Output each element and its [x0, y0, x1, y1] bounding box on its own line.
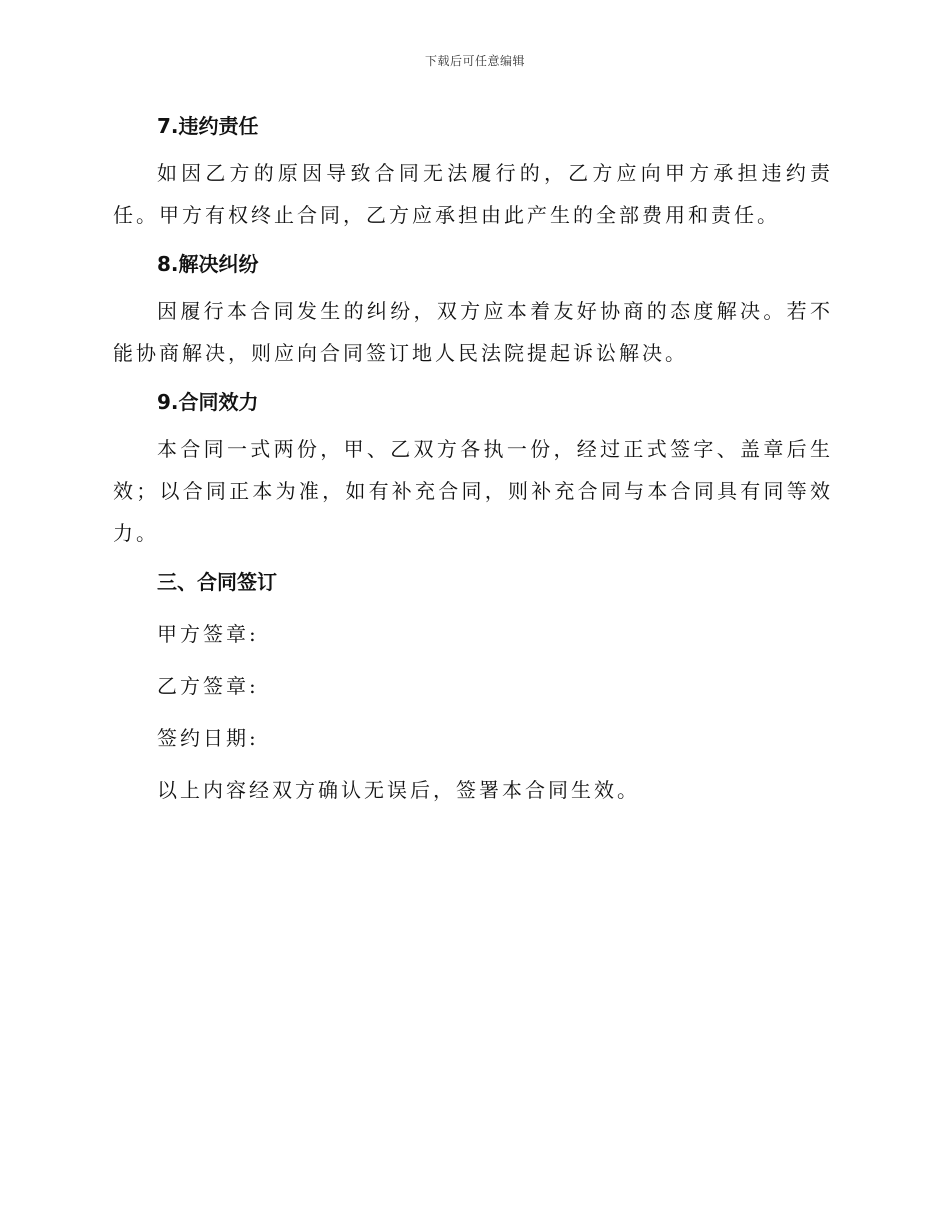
document-body [113, 108, 833, 824]
closing-statement: 以上内容经双方确认无误后，签署本合同生效。 [157, 778, 640, 802]
section-heading-validity: 9.合同效力 [157, 390, 259, 414]
signing-heading: 三、合同签订 [157, 570, 277, 594]
party-b-signature: 乙方签章: [157, 674, 259, 698]
section-body-breach: 如因乙方的原因导致合同无法履行的，乙方应向甲方承担违约责任。甲方有权终止合同，乙方应承担由此产生的全部费用和责任。 [113, 161, 833, 227]
party-a-signature: 甲方签章: [157, 622, 259, 646]
section-heading-breach: 7.违约责任 [157, 114, 259, 138]
signing-date: 签约日期: [157, 726, 259, 750]
section-body-dispute: 因履行本合同发生的纠纷，双方应本着友好协商的态度解决。若不能协商解决，则应向合同签订地人民法院提起诉讼解决。 [113, 299, 833, 365]
section-heading-dispute: 8.解决纠纷 [157, 252, 259, 276]
section-body-validity: 本合同一式两份，甲、乙双方各执一份，经过正式签字、盖章后生效；以合同正本为准，如有补充合同，则补充合同与本合同具有同等效力。 [113, 437, 833, 545]
page-header: 下载后可任意编辑 [424, 54, 525, 68]
